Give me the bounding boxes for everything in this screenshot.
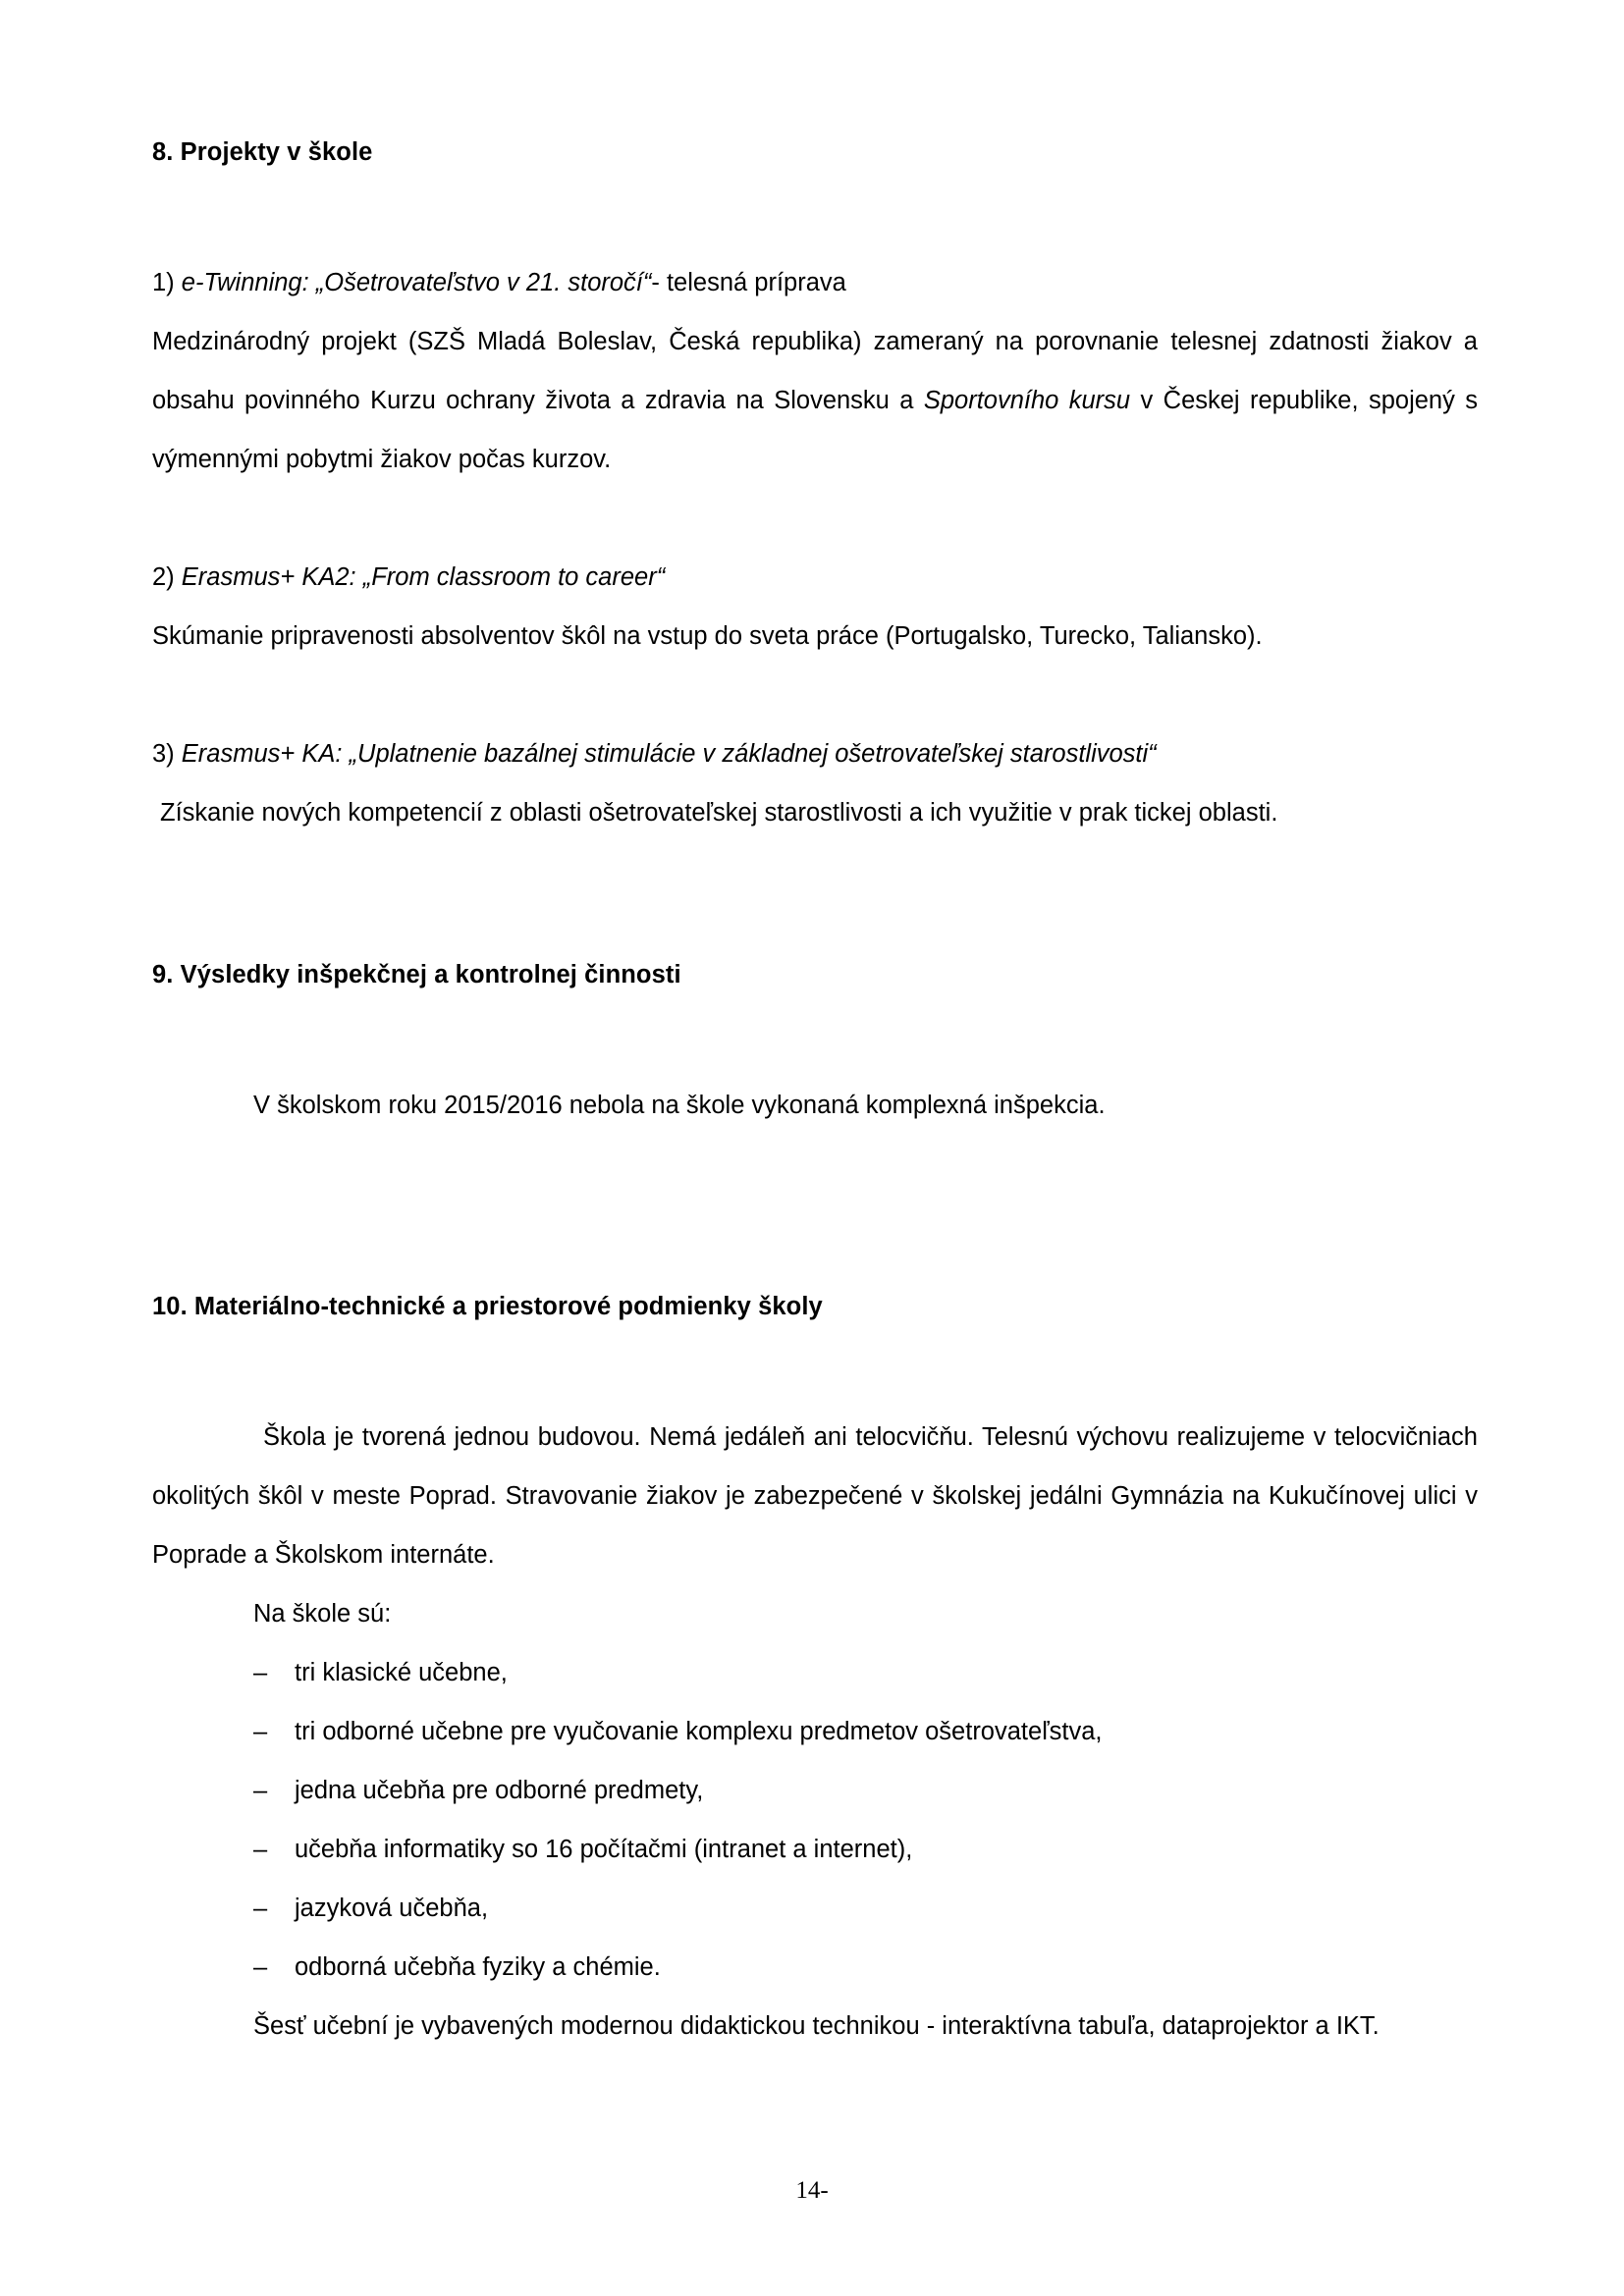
spacer [152, 1135, 1478, 1253]
list-item-label: tri klasické učebne, [295, 1658, 508, 1686]
facilities-list [152, 1643, 1478, 1997]
project-3-body: Získanie nových kompetencií z oblasti ošetrovateľskej starostlivosti a ich využitie v prak tickej oblasti. [160, 798, 1278, 827]
project-3-title [152, 724, 1478, 783]
list-item [152, 1938, 1478, 1997]
project-1-title [152, 253, 1478, 312]
bullet-dash-icon: – [253, 1717, 268, 1745]
section-heading-projects: 8. Projekty v škole [152, 138, 373, 166]
list-item [152, 1761, 1478, 1820]
project-1-body-part1: Medzinárodný projekt (SZŠ Mladá Boleslav, Česká republika) zameraný na porovnanie telesnej zdatnosti žiakov a obsahu povinného Kurzu ochrany života a zdravia na Slovensku a [152, 327, 1478, 414]
list-item-label: učebňa informatiky so 16 počítačmi (intranet a internet), [295, 1835, 913, 1863]
list-item-label: jedna učebňa pre odborné predmety, [295, 1776, 704, 1804]
bullet-dash-icon: – [253, 1658, 268, 1686]
facilities-paragraph-1: Škola je tvorená jednou budovou. Nemá jedáleň ani telocvičňu. Telesnú výchovu realizujeme v telocvičniach okolitých škôl v meste Poprad. Stravovanie žiakov je zabezpečené v školskej jedálni Gymnázia na Kukučínovej ulici v Poprade a Školskom internáte. [152, 1422, 1478, 1569]
project-1-number: 1) [152, 268, 182, 296]
list-item-label: jazyková učebňa, [295, 1894, 489, 1922]
list-item [152, 1643, 1478, 1702]
project-1-body-italic: Sportovního kursu [923, 386, 1131, 414]
bullet-dash-icon: – [253, 1835, 268, 1863]
project-1-body-part2: v Českej republike, spojený s výmennými pobytmi žiakov počas kurzov. [152, 386, 1478, 473]
page-number: 14- [795, 2177, 829, 2204]
page-content [152, 137, 1478, 2056]
section-heading-inspection: 9. Výsledky inšpekčnej a kontrolnej činnosti [152, 960, 681, 988]
spacer [152, 489, 1478, 548]
inspection-paragraph: V školskom roku 2015/2016 nebola na škole vykonaná komplexná inšpekcia. [253, 1091, 1106, 1119]
spacer [152, 1253, 1478, 1292]
project-1-body [152, 312, 1478, 489]
project-2-body: Skúmanie pripravenosti absolventov škôl na vstup do sveta práce (Portugalsko, Turecko, Taliansko). [152, 621, 1263, 650]
bullet-dash-icon: – [253, 1894, 268, 1922]
project-3-title-italic: Erasmus+ KA: „Uplatnenie bazálnej stimulácie v základnej ošetrovateľskej starostlivosti“ [181, 739, 1157, 768]
list-item-label: tri odborné učebne pre vyučovanie komplexu predmetov ošetrovateľstva, [295, 1717, 1103, 1745]
facilities-list-intro: Na škole sú: [253, 1599, 392, 1628]
section-heading-facilities: 10. Materiálno-technické a priestorové podmienky školy [152, 1292, 823, 1320]
project-1-title-suffix: - telesná príprava [651, 268, 846, 296]
project-2-title-italic: Erasmus+ KA2: „From classroom to career“ [181, 562, 666, 591]
spacer [152, 169, 1478, 253]
spacer [152, 666, 1478, 724]
facilities-paragraph-2: Šesť učební je vybavených modernou didaktickou technikou - interaktívna tabuľa, dataprojektor a IKT. [253, 2011, 1380, 2040]
list-item [152, 1702, 1478, 1761]
project-3-number: 3) [152, 739, 182, 768]
list-item [152, 1879, 1478, 1938]
spacer [152, 1323, 1478, 1408]
project-1-title-italic: e-Twinning: „Ošetrovateľstvo v 21. storočí“ [181, 268, 652, 296]
spacer [152, 842, 1478, 960]
spacer [152, 991, 1478, 1076]
list-item [152, 1820, 1478, 1879]
bullet-dash-icon: – [253, 1776, 268, 1804]
project-2-title [152, 548, 1478, 607]
bullet-dash-icon: – [253, 1952, 268, 1981]
project-2-number: 2) [152, 562, 182, 591]
list-item-label: odborná učebňa fyziky a chémie. [295, 1952, 661, 1981]
